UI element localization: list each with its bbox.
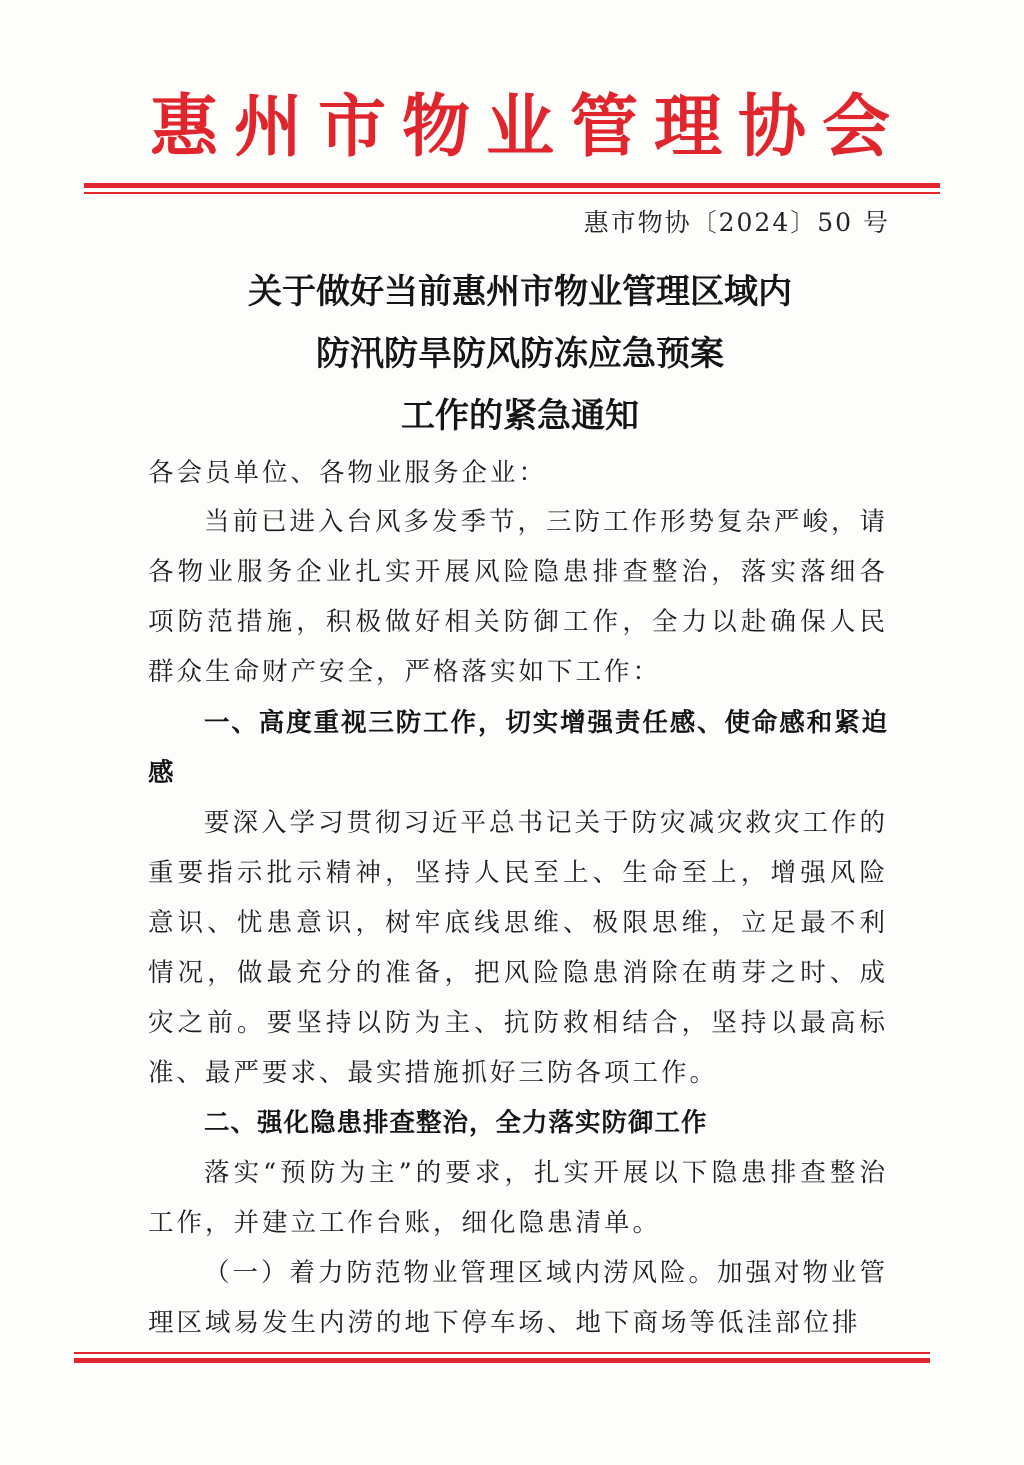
notice-title-line-1: 关于做好当前惠州市物业管理区域内 xyxy=(248,272,792,312)
section-2-body: 落实“预防为主”的要求，扎实开展以下隐患排查整治工作，并建立工作台账，细化隐患清单。 xyxy=(148,1158,888,1238)
footer-red-rule-thin xyxy=(74,1352,930,1354)
section-1-heading: 一、高度重视三防工作，切实增强责任感、使命感和紧迫感 xyxy=(148,708,888,788)
intro-paragraph: 当前已进入台风多发季节，三防工作形势复杂严峻，请各物业服务企业扎实开展风险隐患排查整治，落实落细各项防范措施，积极做好相关防御工作，全力以赴确保人民群众生命财产安全，严格落实如下工作： xyxy=(148,507,889,687)
footer-red-rule-thick xyxy=(74,1358,930,1363)
header-red-rule-thin xyxy=(84,192,940,194)
notice-title-line-2: 防汛防旱防风防冻应急预案 xyxy=(316,334,724,374)
section-2-heading: 二、强化隐患排查整治，全力落实防御工作 xyxy=(204,1108,708,1138)
header-red-rule-thick xyxy=(84,183,940,188)
item-1-paragraph: （一）着力防范物业管理区域内涝风险。加强对物业管理区域易发生内涝的地下停车场、地下商场等低洼部位排 xyxy=(148,1258,889,1338)
section-1-body: 要深入学习贯彻习近平总书记关于防灾减灾救灾工作的重要指示批示精神，坚持人民至上、生命至上，增强风险意识、忧患意识，树牢底线思维、极限思维，立足最不利情况，做最充分的准备，把风险隐患消除在萌芽之时、成灾之前。要坚持以防为主、抗防救相结合，坚持以最高标准、最严要求、最实措施抓好三防各项工作。 xyxy=(148,808,889,1088)
document-number: 惠市物协〔2024〕50 号 xyxy=(583,208,890,237)
salutation: 各会员单位、各物业服务企业： xyxy=(148,458,548,488)
notice-title-line-3: 工作的紧急通知 xyxy=(401,396,639,436)
organization-name: 惠州市物业管理协会 xyxy=(150,88,907,167)
